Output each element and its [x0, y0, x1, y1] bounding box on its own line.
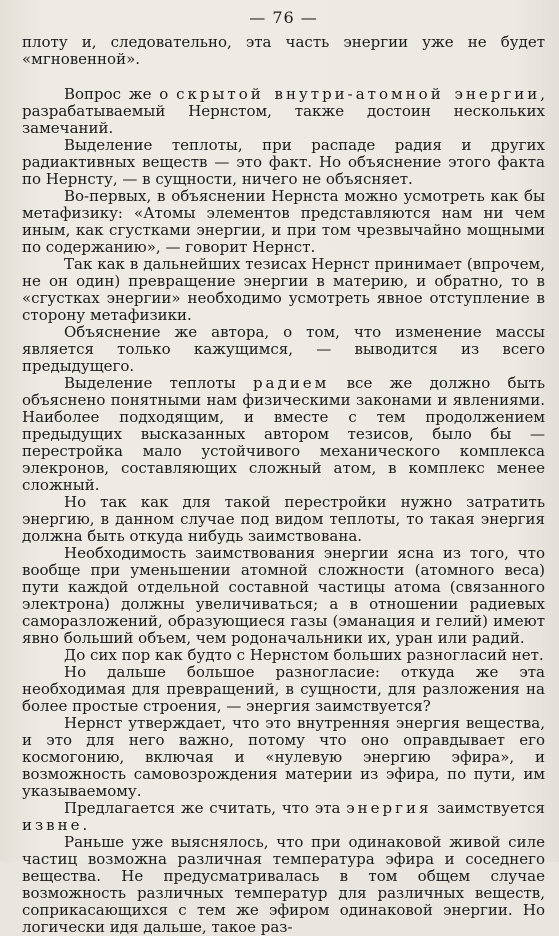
paragraph-3: Выделение теплоты, при распаде радия и других радиактивных веществ — это факт. Но объяснение этого факта по Нернсту, — в сущности, ничего не объясняет.: [22, 136, 545, 188]
paragraph-4: Во-первых, в объяснении Нернста можно усмотреть как бы метафизику: «Атомы элементов представляются нам ни чем иным, как сгустками энергии, и при том чрезвычайно мощными по содержанию», — говорит Нернст.: [22, 187, 545, 256]
paragraph-2-lead: Вопрос же о: [64, 85, 177, 103]
paragraph-2: [22, 86, 545, 137]
paragraph-10: До сих пор как будто с Нернстом больших разногласий нет.: [64, 646, 544, 664]
paragraph-13-lead: Предлагается же считать, что эта: [64, 799, 347, 817]
paragraph-14: Раньше уже выяснялось, что при одинаковой живой силе частиц возможна различная температура эфира и соседнего вещества. Не предусматривалась в том общем случае возможность различных температур для различных веществ, соприкасающихся с тем же эфиром одинаковой энергии. Но логически идя дальше, такое раз-: [22, 833, 545, 936]
spaced-emphasis: энергия: [346, 799, 432, 817]
paragraph-11: Но дальше большое разногласие: откуда же эта необходимая для превращений, в сущности, для разложения на более простые строения, — энергия заимствуется?: [22, 663, 545, 715]
paragraph-6: Объяснение же автора, о том, что изменение массы является только кажущимся, — выводится из всего предыдущего.: [22, 323, 545, 375]
paragraph-13-mid: заимствуется: [431, 799, 545, 817]
paragraph-2-rest: , разрабатываемый Нернстом, также достоин нескольких замечаний.: [22, 85, 545, 137]
paragraph-7-rest: все же должно быть объяснено понятными нам физическими законами и явлениями. Наиболее подходящим, и вместе с тем продолжением предыдущих высказанных автором тезисов, было бы — перестройка мало устойчивого механического комплекса элекронов, составляющих сложный атом, в комплекс менее сложный.: [22, 374, 545, 494]
page-number: — 76 —: [249, 8, 318, 27]
paragraph-13-end: .: [82, 816, 88, 834]
spaced-emphasis-2: извне: [22, 816, 83, 834]
paragraph-8: Но так как для такой перестройки нужно затратить энергию, в данном случае под видом теплоты, то такая энергия должна быть откуда нибудь заимствована.: [22, 493, 545, 545]
paragraph-9: Необходимость заимствования энергии ясна из того, что вообще при уменьшении атомной сложности (атомного веса) пути каждой отдельной составной частицы атома (связанного электрона) должны увеличиваться; а в отношении радиевых самоpазложений, образующиеся газы (эманация и гелий) имеют явно больший объем, чем родоначальники их, уран или радий.: [22, 544, 545, 647]
paragraph-12: Нернст утверждает, что это внутренняя энергия вещества, и это для него важно, потому что оно оправдывает его космогонию, включая и «нулевую энергию эфира», и возможность самовозрождения материи из эфира, по пути, им указываемому.: [22, 714, 545, 800]
paragraph-7: [22, 375, 545, 494]
paragraph-13: [22, 800, 545, 834]
paragraph-5: Так как в дальнейших тезисах Нернст принимает (впрочем, не он один) превращение энергии в материю, и обратно, то в «сгустках энергии» необходимо усмотреть явное отступление в сторону метафизики.: [22, 255, 545, 324]
paragraph-7-lead: Выделение теплоты: [64, 374, 253, 392]
paragraph-1: плоту и, следовательно, эта часть энергии уже не будет «мгновенной».: [22, 33, 545, 68]
spaced-emphasis: радием: [252, 374, 330, 392]
page-body: [22, 34, 545, 936]
spaced-emphasis: скрытой внутри-атомной энергии: [176, 85, 541, 103]
